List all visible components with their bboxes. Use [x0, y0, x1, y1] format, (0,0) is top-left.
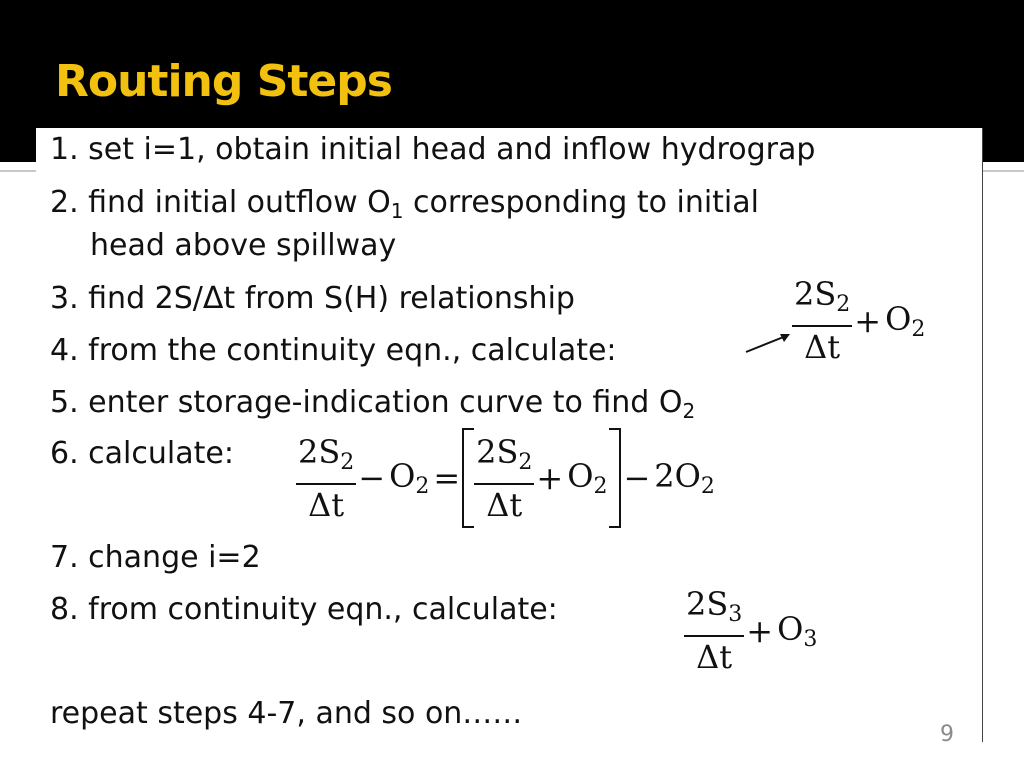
page-number: 9 [940, 722, 954, 747]
step-5-text: 5. enter storage-indication curve to find O [50, 385, 683, 420]
fraction-denominator: Δt [804, 328, 841, 366]
step-2-text-cont: corresponding to initial [403, 185, 759, 220]
slide-title: Routing Steps [55, 56, 392, 107]
fraction [474, 432, 534, 525]
plus-sign: + [746, 611, 774, 650]
fraction-denominator: Δt [696, 638, 733, 676]
step-1: 1. set i=1, obtain initial head and inflow hydrograp [50, 132, 816, 167]
fraction [792, 274, 852, 367]
fraction-numerator: 2S2 [296, 432, 356, 485]
fraction [684, 584, 744, 677]
pointer-arrow-icon [744, 330, 794, 356]
fraction-numerator: 2S2 [474, 432, 534, 485]
fraction [296, 432, 356, 525]
step-6: 6. calculate: [50, 436, 234, 471]
outflow-term: O3 [777, 609, 818, 652]
step-8: 8. from continuity eqn., calculate: [50, 592, 558, 627]
formula-step-8 [684, 584, 819, 677]
equals-sign: = [433, 459, 461, 497]
step-2-subscript: 1 [390, 199, 404, 223]
fraction-numerator: 2S3 [684, 584, 744, 637]
step-2-continuation: head above spillway [90, 228, 397, 263]
outflow-term: O2 [885, 299, 926, 342]
content-panel [36, 128, 983, 742]
minus-sign: − [358, 459, 386, 497]
outflow-term: 2O2 [654, 457, 715, 499]
left-bracket [462, 428, 474, 528]
step-5-subscript: 2 [682, 399, 696, 423]
outflow-term: O2 [389, 457, 430, 499]
fraction-numerator: 2S2 [792, 274, 852, 327]
fraction-denominator: Δt [486, 485, 523, 524]
step-2-text: 2. find initial outflow O [50, 185, 391, 220]
minus-sign: − [623, 459, 651, 497]
step-4: 4. from the continuity eqn., calculate: [50, 333, 617, 368]
step-5 [50, 385, 695, 423]
step-2 [50, 185, 759, 223]
formula-step-6 [296, 428, 717, 528]
formula-storage-indication [792, 274, 927, 367]
step-7: 7. change i=2 [50, 540, 261, 575]
repeat-note: repeat steps 4-7, and so on…… [50, 696, 523, 731]
right-bracket [609, 428, 621, 528]
outflow-term: O2 [567, 457, 608, 499]
fraction-denominator: Δt [308, 485, 345, 524]
plus-sign: + [536, 459, 564, 497]
step-3: 3. find 2S/Δt from S(H) relationship [50, 281, 575, 316]
plus-sign: + [854, 301, 882, 340]
